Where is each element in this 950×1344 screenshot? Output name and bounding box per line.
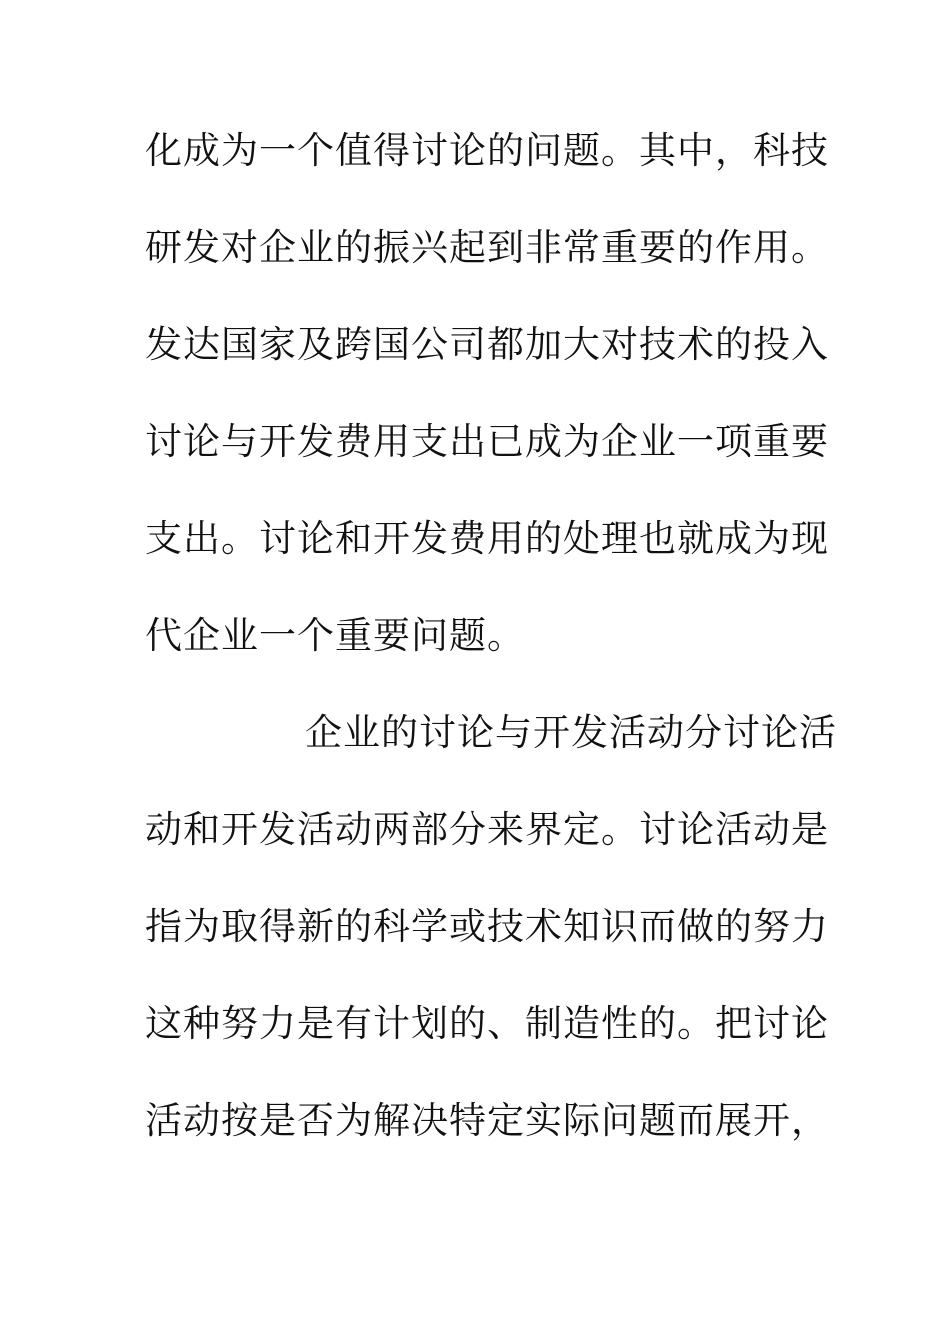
text-line: 这种努力是有计划的、制造性的。把讨论 [145,1002,829,1045]
text-line: 发达国家及跨国公司都加大对技术的投入 [145,323,829,366]
body-text [145,118,837,1185]
text-line: 动和开发活动两部分来界定。讨论活动是 [145,808,829,851]
text-line: 讨论与开发费用支出已成为企业一项重要 [145,420,829,463]
text-line: 支出。讨论和开发费用的处理也就成为现 [145,517,829,560]
text-line: 活动按是否为解决特定实际问题而展开， [145,1099,829,1142]
text-line: 研发对企业的振兴起到非常重要的作用。 [145,226,829,269]
paragraph-start-line: 企业的讨论与开发活动分讨论活 [305,711,837,754]
text-line: 化成为一个值得讨论的问题。其中，科技 [145,129,829,172]
text-line: 指为取得新的科学或技术知识而做的努力 [145,905,829,948]
text-line: 代企业一个重要问题。 [145,614,525,657]
